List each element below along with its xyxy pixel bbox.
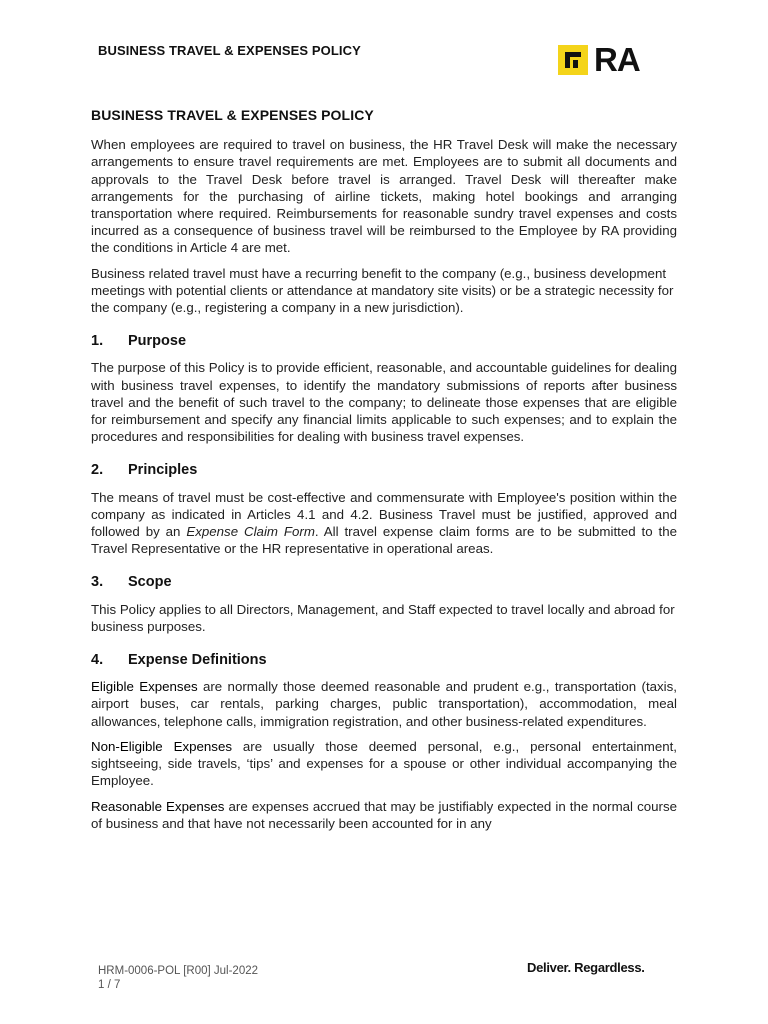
section-heading-purpose [91, 333, 677, 350]
document-body [91, 107, 677, 840]
footer-document-code: HRM-0006-POL [R00] Jul-2022 [98, 965, 259, 977]
definition-non-eligible-expenses [91, 738, 677, 790]
intro-paragraph-2: Business related travel must have a recurring benefit to the company (e.g., business development meetings with potential clients or attendance at mandatory site visits) or be a strategic necessity for the company (e.g., registering a company in a new jurisdiction). [91, 265, 674, 316]
section-body-scope: This Policy applies to all Directors, Management, and Staff expected to travel locally and abroad for business purposes. [91, 601, 675, 634]
footer-page-number: 1 / 7 [98, 979, 121, 991]
document-title: BUSINESS TRAVEL & EXPENSES POLICY [91, 107, 374, 123]
section-title: Purpose [128, 333, 187, 350]
logo-mark-icon [558, 45, 588, 75]
principles-text-b: . All travel expense claim forms are to be submitted to the Travel Representative or the HR representative in operational areas. [91, 524, 678, 557]
section-title: Principles [128, 462, 198, 479]
section-body-purpose: The purpose of this Policy is to provide efficient, reasonable, and accountable guidelines for dealing with business travel expenses, to identify the mandatory submissions of reports after business travel and the benefit of such travel to the company; to delineate those expenses that are eligible for reimbursement and specify any financial limits applicable to such expenses; and to explain the procedures and responsibilities for dealing with business travel expenses. [91, 360, 677, 445]
section-title: Scope [128, 574, 172, 591]
intro-paragraph-1: When employees are required to travel on business, the HR Travel Desk will make the necessary arrangements to ensure travel requirements are met. Employees are to submit all documents and approvals to the Travel Desk before travel is arranged. Travel Desk will thereafter make arrangements for the purchasing of airline tickets, making hotel bookings and arranging transportation where required. Reimbursements for reasonable sundry travel expenses and costs incurred as a consequence of business travel will be reimbursed to the Employee by RA providing the conditions in Article 4 are met. [91, 137, 677, 256]
definition-eligible-expenses [91, 678, 677, 730]
logo-text: RA [594, 41, 640, 78]
principles-text-a: The means of travel must be cost-effective and commensurate with Employee's position within the company as indicated in Articles 4.1 and 4.2. Business Travel must be justified, approved and followed by an [91, 489, 677, 540]
section-title: Expense Definitions [128, 652, 267, 669]
section-body-principles [91, 489, 677, 558]
definition-text: are usually those deemed personal, e.g., personal entertainment, sightseeing, side travels, ‘tips’ and expenses for a spouse or other individual accompanying the Employee. [91, 738, 678, 789]
definition-term: Non-Eligible Expenses [91, 738, 232, 754]
section-heading-principles [91, 462, 677, 479]
definition-text: are normally those deemed reasonable and prudent e.g., transportation (taxis, airport buses, car rentals, parking charges, public transportation), accommodation, meal allowances, telephone calls, immigration registration, and other business-related expenditures. [91, 679, 677, 729]
expense-claim-form-term: Expense Claim Form [186, 524, 315, 540]
footer-tagline: Deliver. Regardless. [527, 960, 645, 975]
section-number: 3. [91, 574, 104, 591]
section-heading-scope [91, 574, 677, 591]
section-number: 2. [91, 462, 104, 479]
definition-term: Eligible Expenses [91, 679, 198, 695]
definition-reasonable-expenses [91, 798, 677, 832]
section-heading-expense-definitions [91, 652, 677, 669]
company-logo [558, 41, 640, 78]
header-title: BUSINESS TRAVEL & EXPENSES POLICY [98, 43, 361, 58]
section-number: 1. [91, 333, 104, 350]
definition-text: are expenses accrued that may be justifiably expected in the normal course of business and that have not necessarily been accounted for in any [91, 798, 677, 831]
section-number: 4. [91, 652, 104, 669]
definition-term: Reasonable Expenses [91, 798, 225, 814]
